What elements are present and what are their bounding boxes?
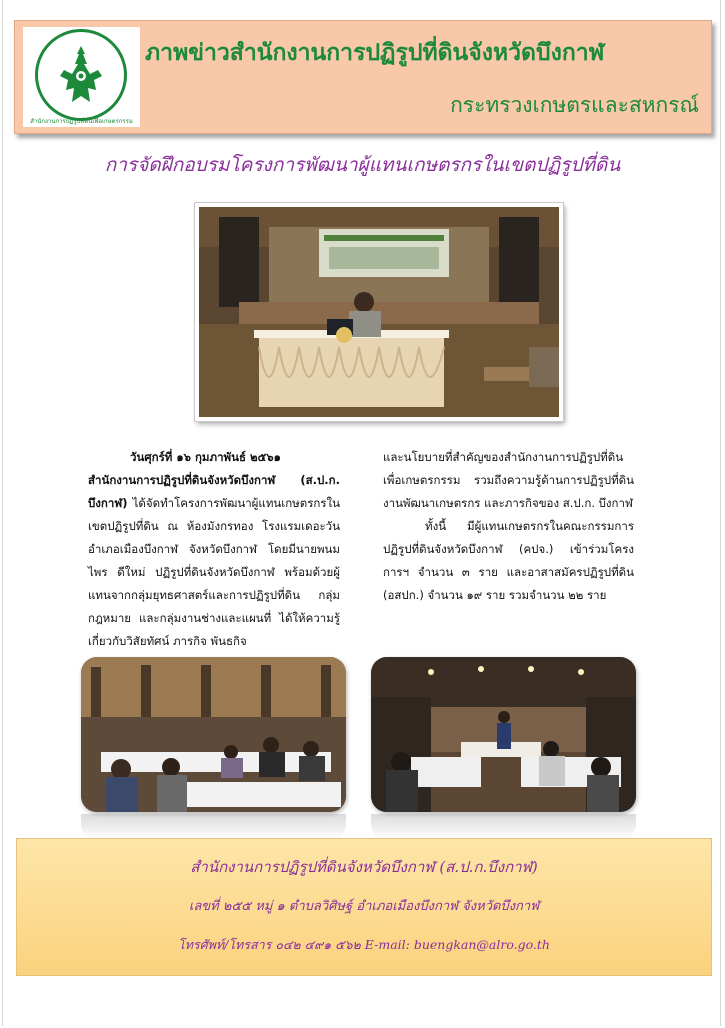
article-date: วันศุกร์ที่ ๑๖ กุมภาพันธ์ ๒๕๖๑	[130, 450, 281, 464]
training-room-photo	[199, 207, 559, 417]
logo-seal-icon	[35, 29, 127, 121]
article-title: การจัดฝึกอบรมโครงการพัฒนาผู้แทนเกษตรกรในเขตปฏิรูปที่ดิน	[104, 154, 621, 176]
participants-photo-left	[81, 657, 346, 812]
office-name: สำนักงานการปฏิรูปที่ดินจังหวัดบึงกาฬ (ส.ป.ก. บึงกาฬ)	[88, 473, 340, 510]
body-column-right	[383, 446, 634, 607]
footer-phone-email: โทรศัพท์/โทรสาร ๐๔๒ ๔๙๑ ๕๖๒ E-mail: buengkan@alro.go.th	[178, 937, 550, 952]
header-title: ภาพข่าวสำนักงานการปฏิรูปที่ดินจังหวัดบึงกาฬ	[145, 40, 605, 66]
main-photo	[195, 203, 563, 421]
footer-address: เลขที่ ๒๕๕ หมู่ ๑ ตำบลวิศิษฐ์ อำเภอเมืองบึงกาฬ จังหวัดบึงกาฬ	[188, 899, 540, 914]
body-column-left	[88, 446, 340, 653]
footer-contact	[16, 838, 712, 976]
header-subtitle: กระทรวงเกษตรและสหกรณ์	[450, 93, 699, 117]
footer-office-name: สำนักงานการปฏิรูปที่ดินจังหวัดบึงกาฬ (ส.ป.ก.บึงกาฬ)	[190, 858, 538, 876]
alro-logo	[23, 27, 140, 127]
photo-reflection-left	[81, 814, 346, 840]
logo-caption: สำนักงานการปฏิรูปที่ดินเพื่อเกษตรกรรม	[30, 118, 133, 125]
paragraph-1: ได้จัดทำโครงการพัฒนาผู้แทนเกษตรกรในเขตปฏิรูปที่ดิน ณ ห้องมังกรทอง โรงแรมเดอะวัน อำเภอเมืองบึงกาฬ จังหวัดบึงกาฬ โดยมีนายพนมไพร ดีใหม่ ปฏิรูปที่ดินจังหวัดบึงกาฬ พร้อมด้วยผู้แทนจากกลุ่มยุทธศาสตร์และการปฏิรูปที่ดิน กลุ่มกฎหมาย และกลุ่มงานช่างและแผนที่ ได้ให้ความรู้เกี่ยวกับวิสัยทัศน์ ภารกิจ พันธกิจ	[88, 496, 340, 648]
paragraph-1-continued: และนโยบายที่สำคัญของสำนักงานการปฏิรูปที่ดินเพื่อเกษตรกรรม รวมถึงความรู้ด้านการปฏิรูปที่ดิน งานพัฒนาเกษตรกร และภารกิจของ ส.ป.ก. บึงกาฬ	[383, 450, 634, 510]
paragraph-2: ทั้งนี้ มีผู้แทนเกษตรกรในคณะกรรมการปฏิรูปที่ดินจังหวัดบึงกาฬ (คปจ.) เข้าร่วมโครงการฯ จำนวน ๓ ราย และอาสาสมัครปฏิรูปที่ดิน (อสปก.) จำนวน ๑๙ ราย รวมจำนวน ๒๒ ราย	[383, 519, 634, 602]
header-banner	[14, 20, 712, 134]
photo-reflection-right	[371, 814, 636, 840]
participants-photo-right	[371, 657, 636, 812]
deity-emblem-icon	[54, 44, 108, 106]
